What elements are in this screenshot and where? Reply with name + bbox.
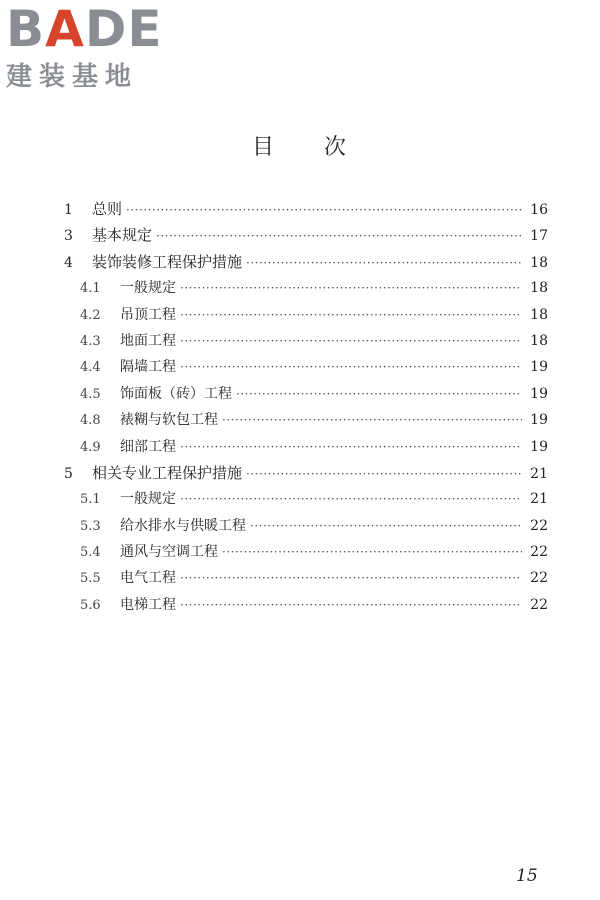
toc-leader-dots [222, 545, 522, 559]
toc-entry[interactable] [60, 594, 548, 620]
page-number: 15 [516, 866, 538, 886]
toc-leader-dots [180, 492, 522, 506]
toc-entry[interactable] [60, 356, 548, 382]
toc-entry-number: 3 [64, 228, 73, 245]
toc-leader-dots [222, 413, 522, 427]
toc-leader-dots [246, 467, 522, 481]
toc-entry[interactable] [60, 409, 548, 435]
toc-entry-label: 地面工程 [120, 332, 176, 349]
toc-entry-page: 16 [530, 202, 548, 218]
toc-leader-dots [180, 440, 522, 454]
toc-entry[interactable] [60, 304, 548, 330]
toc-entry-label: 装饰装修工程保护措施 [92, 252, 243, 271]
toc-entry-label: 基本规定 [92, 226, 153, 245]
toc-entry-number: 5.3 [80, 518, 101, 534]
toc-entry-label: 给水排水与供暖工程 [120, 517, 246, 534]
toc-entry-number: 4.1 [80, 281, 101, 297]
toc-entry[interactable] [60, 567, 548, 593]
toc-entry-label: 隔墙工程 [120, 359, 176, 376]
toc-entry-page: 21 [530, 491, 548, 508]
toc-entry-label: 一般规定 [120, 280, 176, 297]
toc-entry-label: 通风与空调工程 [120, 544, 218, 561]
toc-entry-label: 电梯工程 [120, 596, 176, 613]
bade-logo [6, 0, 176, 93]
toc-entry[interactable] [60, 277, 548, 303]
toc-leader-dots [180, 360, 522, 374]
toc-entry-number: 4.8 [80, 413, 101, 429]
toc-entry-page: 21 [530, 465, 548, 482]
toc-entry-number: 5.5 [80, 571, 101, 587]
toc-entry-page: 18 [530, 332, 548, 349]
toc-title: 目 次 [251, 135, 348, 160]
toc-entry[interactable] [60, 436, 548, 462]
table-of-contents [60, 198, 548, 620]
toc-entry[interactable] [60, 462, 548, 488]
toc-entry[interactable] [60, 488, 548, 514]
toc-entry-number: 5.6 [80, 597, 101, 613]
toc-leader-dots [180, 571, 522, 585]
toc-leader-dots [180, 281, 522, 295]
toc-entry[interactable] [60, 198, 548, 224]
toc-entry[interactable] [60, 224, 548, 250]
toc-entry-label: 裱糊与软包工程 [120, 412, 218, 429]
logo-subtitle: 建装基地 [6, 62, 139, 92]
toc-entry[interactable] [60, 541, 548, 567]
toc-entry-label: 细部工程 [120, 438, 176, 455]
logo-mark: BADE [6, 0, 163, 58]
toc-entry-page: 18 [530, 306, 548, 323]
toc-entry[interactable] [60, 330, 548, 356]
toc-entry-number: 4.5 [80, 386, 101, 402]
toc-entry-page: 18 [530, 280, 548, 297]
toc-entry-number: 5.4 [80, 545, 101, 561]
toc-entry-label: 饰面板（砖）工程 [120, 385, 232, 402]
toc-leader-dots [250, 519, 522, 533]
toc-entry-number: 4 [64, 254, 73, 271]
toc-entry-page: 18 [530, 254, 548, 271]
toc-entry-number: 1 [64, 202, 73, 218]
toc-leader-dots [156, 229, 522, 243]
toc-leader-dots [246, 256, 522, 270]
toc-entry-page: 22 [530, 596, 548, 613]
toc-entry[interactable] [60, 515, 548, 541]
toc-entry[interactable] [60, 383, 548, 409]
toc-entry-label: 一般规定 [120, 491, 176, 508]
toc-entry-page: 19 [530, 385, 548, 402]
toc-entry-number: 4.3 [80, 333, 101, 349]
toc-entry-page: 19 [530, 412, 548, 429]
toc-entry-page: 19 [530, 438, 548, 455]
toc-entry-number: 4.4 [80, 360, 101, 376]
toc-entry-page: 17 [530, 228, 548, 245]
toc-leader-dots [126, 203, 522, 217]
toc-entry-number: 5.1 [80, 492, 101, 508]
toc-entry-label: 相关专业工程保护措施 [92, 463, 243, 482]
toc-entry-number: 4.9 [80, 439, 101, 455]
toc-leader-dots [180, 334, 522, 348]
toc-entry[interactable] [60, 251, 548, 277]
toc-entry-page: 22 [530, 570, 548, 587]
toc-leader-dots [236, 387, 522, 401]
toc-entry-number: 5 [64, 465, 73, 482]
toc-entry-number: 4.2 [80, 307, 101, 323]
toc-entry-page: 22 [530, 517, 548, 534]
toc-entry-label: 总则 [92, 200, 123, 218]
toc-entry-label: 吊顶工程 [120, 306, 176, 323]
toc-leader-dots [180, 598, 522, 612]
toc-leader-dots [180, 308, 522, 322]
toc-entry-page: 19 [530, 359, 548, 376]
toc-entry-page: 22 [530, 544, 548, 561]
toc-entry-label: 电气工程 [120, 570, 176, 587]
